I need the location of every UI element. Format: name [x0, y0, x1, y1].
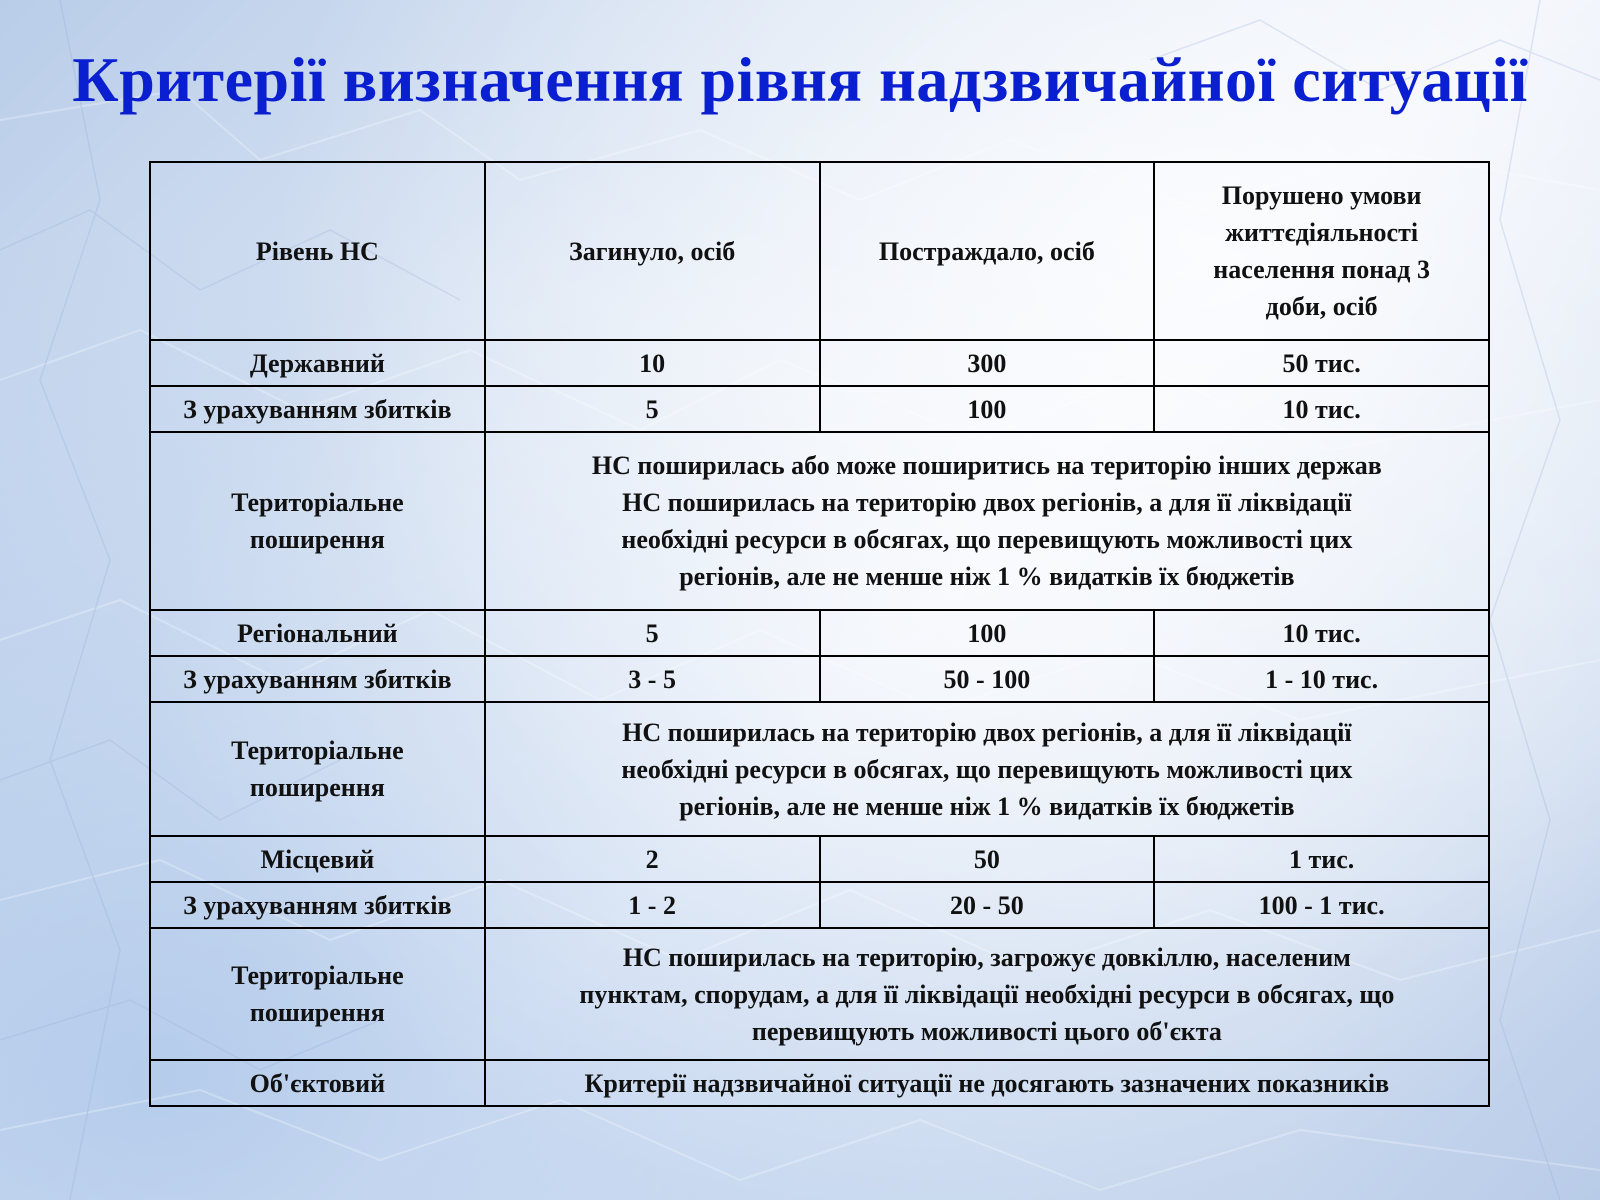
header-injured: Постраждало, осіб — [820, 162, 1155, 340]
level-line: Територіальне — [231, 736, 404, 765]
level-cell: Місцевий — [150, 836, 485, 882]
page-title: Критерії визначення рівня надзвичайної ситуації — [72, 44, 1528, 115]
disrupted-cell: 1 - 10 тис. — [1154, 656, 1489, 702]
disrupted-cell: 100 - 1 тис. — [1154, 882, 1489, 928]
injured-cell: 50 - 100 — [820, 656, 1155, 702]
disrupted-cell: 10 тис. — [1154, 386, 1489, 432]
level-cell: З урахуванням збитків — [150, 656, 485, 702]
dead-cell: 1 - 2 — [485, 882, 820, 928]
table-row — [150, 610, 1489, 656]
level-line: поширення — [249, 998, 385, 1027]
spread-line: регіонів, але не менше ніж 1 % видатків їх бюджетів — [679, 791, 1295, 821]
header-disrupted — [1154, 162, 1489, 340]
spread-description-cell — [485, 928, 1489, 1060]
header-disrupted-line: Порушено умови — [1221, 181, 1422, 210]
level-cell — [150, 432, 485, 610]
injured-cell: 50 — [820, 836, 1155, 882]
table-header-row — [150, 162, 1489, 340]
disrupted-cell: 50 тис. — [1154, 340, 1489, 386]
table-row — [150, 882, 1489, 928]
level-cell: З урахуванням збитків — [150, 882, 485, 928]
spread-description-cell — [485, 702, 1489, 836]
dead-cell: 3 - 5 — [485, 656, 820, 702]
header-disrupted-line: населення понад 3 — [1213, 255, 1430, 284]
table-row — [150, 386, 1489, 432]
dead-cell: 2 — [485, 836, 820, 882]
spread-line: пунктам, спорудам, а для її ліквідації необхідні ресурси в обсягах, що — [579, 979, 1395, 1009]
disrupted-cell: 1 тис. — [1154, 836, 1489, 882]
disrupted-cell: 10 тис. — [1154, 610, 1489, 656]
injured-cell: 100 — [820, 610, 1155, 656]
spread-description-cell — [485, 432, 1489, 610]
level-cell: Державний — [150, 340, 485, 386]
level-cell — [150, 928, 485, 1060]
spread-line: перевищують можливості цього об'єкта — [751, 1016, 1222, 1046]
injured-cell: 300 — [820, 340, 1155, 386]
spread-line: НС поширилась або може поширитись на територію інших держав — [591, 451, 1382, 480]
spread-line: НС поширилась на територію двох регіонів, а для її ліквідації — [622, 717, 1352, 747]
level-line: Територіальне — [231, 961, 404, 990]
spread-line: НС поширилась на територію, загрожує довкіллю, населеним — [622, 942, 1351, 972]
table-row — [150, 1060, 1489, 1106]
table-row — [150, 340, 1489, 386]
level-cell: Регіональний — [150, 610, 485, 656]
level-line: поширення — [249, 525, 385, 554]
table-row — [150, 656, 1489, 702]
table-row-spread — [150, 702, 1489, 836]
header-disrupted-line: життєдіяльності — [1225, 218, 1419, 247]
header-dead: Загинуло, осіб — [485, 162, 820, 340]
level-cell — [150, 702, 485, 836]
criteria-cell: Критерії надзвичайної ситуації не досягають зазначених показників — [485, 1060, 1489, 1106]
table-row-spread — [150, 928, 1489, 1060]
injured-cell: 100 — [820, 386, 1155, 432]
dead-cell: 5 — [485, 386, 820, 432]
spread-line: необхідні ресурси в обсягах, що перевищують можливості цих — [621, 525, 1353, 554]
injured-cell: 20 - 50 — [820, 882, 1155, 928]
level-cell: Об'єктовий — [150, 1060, 485, 1106]
level-cell: З урахуванням збитків — [150, 386, 485, 432]
dead-cell: 10 — [485, 340, 820, 386]
spread-line: необхідні ресурси в обсягах, що перевищують можливості цих — [621, 754, 1353, 784]
header-disrupted-line: доби, осіб — [1265, 292, 1378, 321]
spread-line: НС поширилась на територію двох регіонів, а для її ліквідації — [622, 488, 1352, 517]
header-level: Рівень НС — [150, 162, 485, 340]
table-row-spread — [150, 432, 1489, 610]
level-line: поширення — [249, 773, 385, 802]
level-line: Територіальне — [231, 488, 404, 517]
emergency-level-criteria-table — [149, 161, 1490, 1107]
dead-cell: 5 — [485, 610, 820, 656]
spread-line: регіонів, але не менше ніж 1 % видатків їх бюджетів — [679, 562, 1295, 591]
table-row — [150, 836, 1489, 882]
